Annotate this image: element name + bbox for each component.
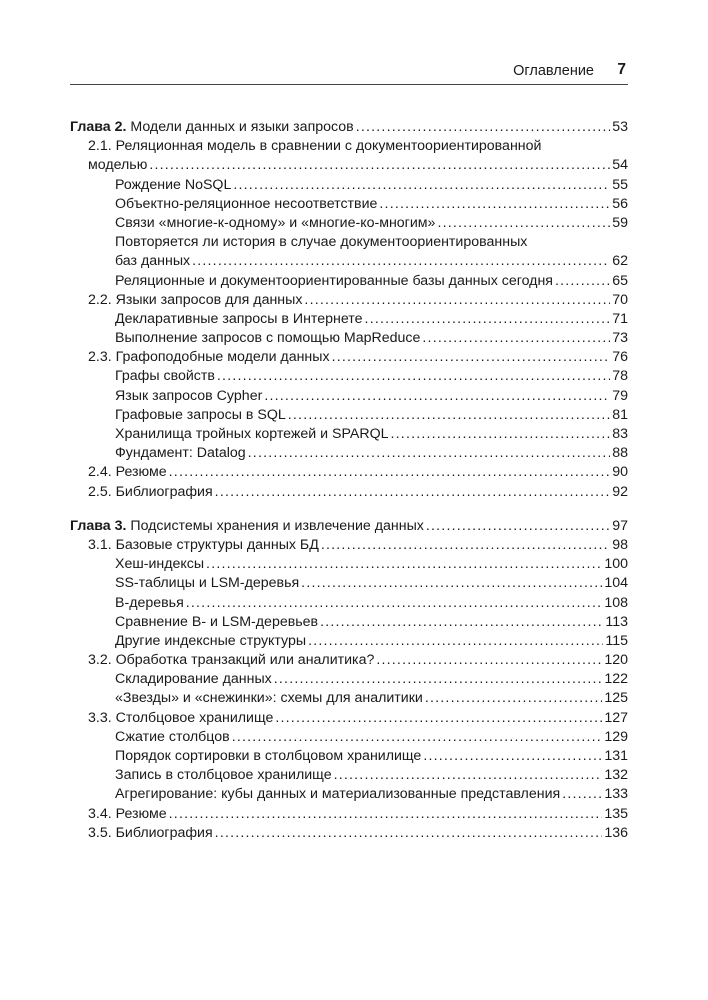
toc-entry-page: 133 — [604, 786, 628, 803]
leader-dots — [391, 425, 611, 444]
leader-dots — [232, 728, 603, 747]
toc-entry-title-line: 2.1. Реляционная модель в сравнении с документоориентированной — [88, 138, 542, 155]
toc-entry-page: 100 — [604, 556, 628, 573]
toc-entry-page: 56 — [612, 195, 628, 212]
toc-entry-text: Фундамент: Datalog — [115, 445, 246, 462]
leader-dots — [332, 348, 611, 367]
toc-entry-page: 59 — [612, 214, 628, 231]
toc-entry-page: 65 — [612, 272, 628, 289]
toc-entry-text: Порядок сортировки в столбцовом хранилище — [115, 748, 422, 765]
toc-entry-text: 2.3. Графоподобные модели данных — [88, 349, 330, 366]
toc-entry-text: 3.3. Столбцовое хранилище — [88, 709, 274, 726]
toc-entry-title — [115, 214, 435, 233]
toc-entry[interactable] — [70, 367, 628, 386]
toc-entry-text: 3.5. Библиография — [88, 824, 213, 841]
toc-entry-title — [115, 252, 190, 271]
toc-entry-title — [88, 156, 147, 175]
toc-entry[interactable] — [70, 785, 628, 804]
toc-entry[interactable] — [70, 329, 628, 348]
toc-entry-title — [115, 425, 389, 444]
toc-entry-page: 113 — [605, 613, 628, 630]
toc-entry-title — [115, 766, 332, 785]
toc-entry-page: 135 — [604, 805, 628, 822]
toc-entry-title — [115, 613, 318, 632]
leader-dots — [215, 824, 603, 843]
toc-entry-title — [115, 272, 553, 291]
toc-entry-text: Язык запросов Cypher — [115, 387, 263, 404]
toc-entry-page: 125 — [604, 690, 628, 707]
toc-entry-page: 97 — [612, 517, 628, 534]
chapter-title: Подсистемы хранения и извлечение данных — [126, 517, 424, 534]
toc-entry[interactable] — [70, 728, 628, 747]
toc-entry-page: 55 — [612, 176, 628, 193]
leader-dots — [248, 444, 611, 463]
chapter-section — [70, 118, 628, 502]
toc-entry-text: Складирование данных — [115, 671, 272, 688]
toc-entry-page: 53 — [612, 119, 628, 135]
leader-dots — [334, 766, 603, 785]
toc-entry[interactable] — [70, 766, 628, 785]
toc-entry-text: Реляционные и документоориентированные базы данных сегодня — [115, 272, 553, 289]
toc-entry-text: 3.4. Резюме — [88, 805, 167, 822]
leader-dots — [426, 517, 610, 536]
toc-entry-title — [115, 594, 184, 613]
toc-entry[interactable] — [70, 574, 628, 593]
toc-entry-title — [115, 689, 423, 708]
toc-entry-title — [88, 463, 167, 482]
leader-dots — [149, 156, 610, 175]
toc-entry[interactable] — [70, 291, 628, 310]
toc-entry[interactable] — [70, 632, 628, 651]
toc-entry[interactable] — [70, 425, 628, 444]
toc-entry-page: 81 — [612, 406, 628, 423]
chapter-label: Глава 2. — [70, 119, 127, 135]
toc-entry[interactable] — [70, 483, 628, 502]
leader-dots — [562, 785, 602, 804]
toc-entry-title — [115, 329, 420, 348]
toc-entry-text: SS-таблицы и LSM-деревья — [115, 575, 300, 592]
leader-dots — [215, 483, 611, 502]
toc-entry-page: 70 — [612, 291, 628, 308]
leader-dots — [169, 463, 611, 482]
toc-entry[interactable] — [88, 156, 628, 175]
leader-dots — [264, 387, 610, 406]
toc-entry[interactable] — [70, 406, 628, 425]
toc-entry-title — [115, 444, 246, 463]
toc-entry-text: 2.2. Языки запросов для данных — [88, 291, 303, 308]
toc-entry[interactable] — [70, 214, 628, 233]
toc-entry-text: Выполнение запросов с помощью MapReduce — [115, 330, 421, 347]
toc-entry[interactable] — [70, 709, 628, 728]
leader-dots — [192, 252, 610, 271]
toc-entry-wrapped — [70, 233, 628, 271]
toc-entry[interactable] — [70, 444, 628, 463]
toc-entry[interactable] — [70, 670, 628, 689]
toc-entry-text: Объектно-реляционное несоответствие — [115, 195, 378, 212]
toc-entry-page: 136 — [604, 824, 628, 841]
toc-entry-page: 131 — [604, 748, 628, 765]
leader-dots — [308, 632, 603, 651]
toc-entry-text: Декларативные запросы в Интернете — [115, 310, 363, 327]
toc-entry-title — [115, 574, 299, 593]
toc-entry-page: 73 — [612, 330, 628, 347]
leader-dots — [274, 670, 603, 689]
leader-dots — [320, 613, 603, 632]
toc-entry-text: Хеш-индексы — [115, 556, 205, 573]
toc-entry-title-continuation: баз данных — [115, 253, 191, 270]
toc-entry-page: 71 — [612, 310, 628, 327]
toc-entry-title — [70, 517, 424, 536]
leader-dots — [186, 594, 603, 613]
toc-entry-text: Связи «многие-к-одному» и «многие-ко-многим» — [115, 214, 436, 231]
leader-dots — [437, 214, 610, 233]
toc-entry[interactable] — [70, 176, 628, 195]
toc-entry-page: 98 — [612, 536, 628, 553]
toc-entry[interactable] — [70, 195, 628, 214]
toc-entry-title — [115, 367, 215, 386]
toc-entry-text: 3.1. Базовые структуры данных БД — [88, 536, 319, 553]
toc-entry-title — [115, 555, 204, 574]
toc-entry-title — [88, 483, 213, 502]
leader-dots — [304, 291, 610, 310]
toc-entry-text: «Звезды» и «снежинки»: схемы для аналитики — [115, 690, 423, 707]
toc-entry[interactable] — [115, 252, 628, 271]
toc-entry[interactable] — [70, 463, 628, 482]
toc-entry-page: 83 — [612, 426, 628, 443]
toc-entry-page: 122 — [604, 671, 628, 688]
toc-entry-text: 2.5. Библиография — [88, 483, 213, 500]
toc-entry-page: 115 — [605, 632, 628, 649]
toc-entry-text: Рождение NoSQL — [115, 176, 232, 193]
toc-entry-title — [115, 195, 377, 214]
toc-entry-title — [115, 176, 231, 195]
toc-entry-title — [115, 728, 230, 747]
toc-entry-text: Агрегирование: кубы данных и материализованные представления — [115, 786, 561, 803]
toc-entry-title — [115, 670, 272, 689]
toc-entry-title — [70, 118, 354, 137]
toc-entry-title — [88, 536, 319, 555]
leader-dots — [376, 651, 602, 670]
toc-entry[interactable] — [70, 310, 628, 329]
toc-entry[interactable] — [70, 747, 628, 766]
toc-entry-title — [88, 348, 330, 367]
toc-entry-title — [115, 310, 363, 329]
leader-dots — [275, 709, 602, 728]
toc-entry-page: 54 — [612, 157, 628, 174]
leader-dots — [321, 536, 610, 555]
leader-dots — [425, 689, 602, 708]
toc-entry-page: 90 — [612, 464, 628, 481]
leader-dots — [356, 118, 611, 137]
toc-entry-title — [88, 291, 302, 310]
chapter-heading[interactable] — [70, 517, 628, 536]
chapter-title: Модели данных и языки запросов — [126, 119, 354, 135]
chapter-section — [70, 517, 628, 843]
leader-dots — [365, 310, 611, 329]
toc-entry-page: 62 — [612, 253, 628, 270]
toc-entry-page: 127 — [604, 709, 628, 726]
leader-dots — [169, 805, 603, 824]
toc-entry[interactable] — [70, 536, 628, 555]
toc-entry-title — [88, 824, 213, 843]
chapter-heading[interactable] — [70, 118, 628, 137]
table-of-contents — [70, 118, 628, 843]
leader-dots — [422, 329, 610, 348]
toc-entry[interactable] — [70, 387, 628, 406]
toc-entry-title — [115, 632, 306, 651]
toc-entry-title — [88, 651, 374, 670]
toc-entry-page: 104 — [604, 575, 628, 592]
toc-entry-title — [88, 805, 167, 824]
toc-entry-text: Хранилища тройных кортежей и SPARQL — [115, 426, 389, 443]
toc-entry-title — [115, 747, 421, 766]
leader-dots — [379, 195, 610, 214]
leader-dots — [206, 555, 602, 574]
running-header — [70, 62, 628, 85]
toc-entry[interactable] — [70, 348, 628, 367]
toc-entry[interactable] — [70, 805, 628, 824]
toc-entry-title — [115, 406, 286, 425]
toc-entry-page: 88 — [612, 445, 628, 462]
toc-entry[interactable] — [70, 613, 628, 632]
toc-entry-page: 78 — [612, 368, 628, 385]
toc-entry-text: B-деревья — [115, 594, 184, 611]
toc-entry-title — [88, 709, 273, 728]
leader-dots — [288, 406, 610, 425]
toc-entry-title-continuation: моделью — [88, 157, 148, 174]
leader-dots — [555, 272, 610, 291]
toc-entry-page: 79 — [612, 387, 628, 404]
toc-entry[interactable] — [70, 689, 628, 708]
leader-dots — [233, 176, 610, 195]
toc-entry-title — [115, 387, 262, 406]
toc-entry-page: 92 — [612, 483, 628, 500]
toc-entry-text: 3.2. Обработка транзакций или аналитика? — [88, 652, 375, 669]
toc-entry-page: 108 — [604, 594, 628, 611]
toc-entry-page: 132 — [604, 767, 628, 784]
toc-entry[interactable] — [70, 555, 628, 574]
toc-entry-page: 120 — [604, 652, 628, 669]
toc-entry-text: Сжатие столбцов — [115, 728, 230, 745]
toc-entry[interactable] — [70, 824, 628, 843]
running-header-title: Оглавление — [513, 63, 594, 79]
page-number: 7 — [617, 61, 626, 78]
toc-entry-page: 129 — [604, 728, 628, 745]
toc-entry-text: Графы свойств — [115, 368, 215, 385]
leader-dots — [301, 574, 602, 593]
toc-entry-title-line: Повторяется ли история в случае документоориентированных — [115, 234, 528, 251]
leader-dots — [423, 747, 602, 766]
toc-entry-title — [115, 785, 560, 804]
toc-entry-text: Другие индексные структуры — [115, 632, 307, 649]
toc-entry[interactable] — [70, 594, 628, 613]
toc-entry[interactable] — [70, 272, 628, 291]
chapter-label: Глава 3. — [70, 517, 127, 534]
toc-entry[interactable] — [70, 651, 628, 670]
toc-entry-text: 2.4. Резюме — [88, 464, 167, 481]
toc-entry-wrapped — [70, 137, 628, 175]
toc-entry-page: 76 — [612, 349, 628, 366]
toc-entry-text: Сравнение B- и LSM-деревьев — [115, 613, 319, 630]
toc-entry-text: Запись в столбцовое хранилище — [115, 767, 332, 784]
toc-entry-text: Графовые запросы в SQL — [115, 406, 286, 423]
leader-dots — [217, 367, 610, 386]
